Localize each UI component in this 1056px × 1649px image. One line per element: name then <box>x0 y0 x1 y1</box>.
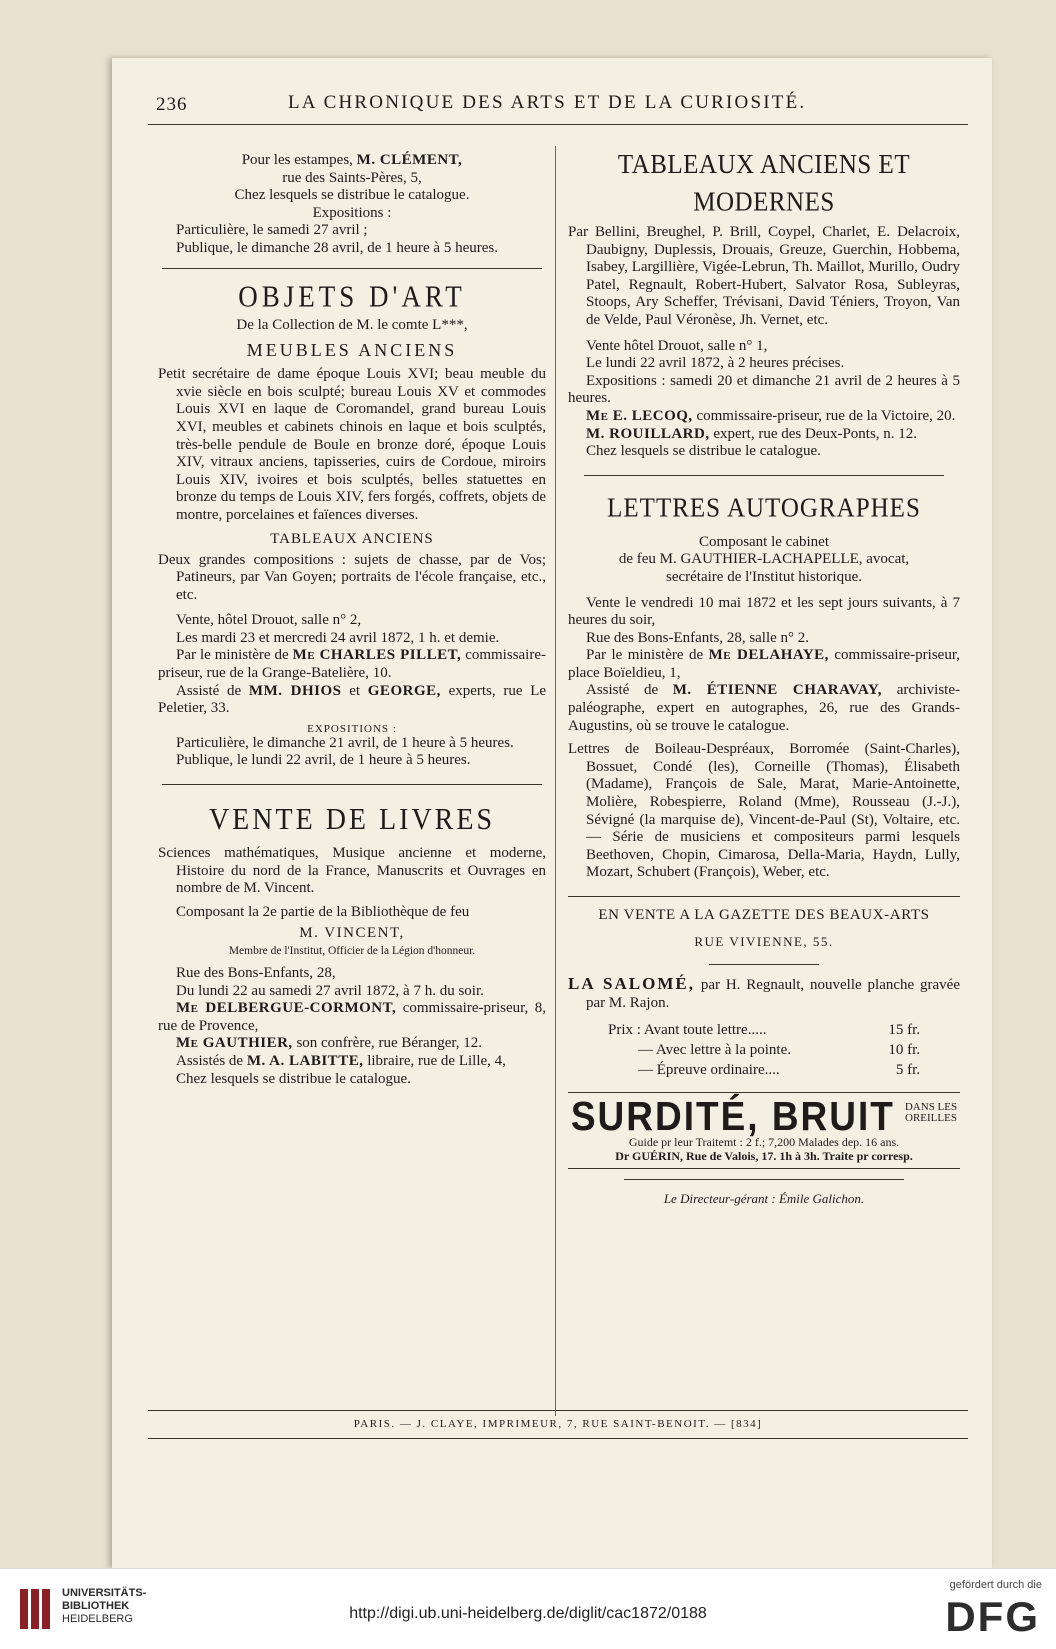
director-line: Le Directeur-gérant : Émile Galichon. <box>663 1191 865 1207</box>
livres-member: Membre de l'Institut, Officier de la Légion d'honneur. <box>228 945 476 957</box>
expositions-heading: EXPOSITIONS : <box>307 722 397 735</box>
price-row: — Épreuve ordinaire.... 5 fr. <box>638 1062 920 1079</box>
printer-footer: PARIS. — J. CLAYE, IMPRIMEUR, 7, RUE SAINT-BENOIT. — [834] <box>353 1418 763 1430</box>
left-column <box>158 152 546 1088</box>
salome-notice: LA SALOMÉ, par H. Regnault, nouvelle planche gravée par M. Rajon. <box>568 974 960 1011</box>
livres-catalogue: Chez lesquels se distribue le catalogue. <box>176 1070 411 1087</box>
section-rule <box>162 784 542 785</box>
livres-composant: Composant la 2e partie de la Bibliothèque de feu <box>176 903 470 920</box>
surdite-line-2: Dr GUÉRIN, Rue de Valois, 17. 1h à 3h. Traite pr corresp. <box>615 1149 913 1164</box>
section-rule <box>568 896 960 897</box>
livres-name: M. VINCENT, <box>299 925 405 942</box>
objets-vente: Vente, hôtel Drouot, salle n° 2, <box>176 612 362 629</box>
footer-rule <box>148 1438 968 1439</box>
tableaux-vente: Vente hôtel Drouot, salle n° 1, <box>586 337 768 354</box>
livres-gauthier: Me GAUTHIER, son confrère, rue Béranger, 12. <box>176 1035 483 1052</box>
section-rule <box>584 475 944 476</box>
intro-publique: Publique, le dimanche 28 avril, de 1 heure à 5 heures. <box>176 239 498 256</box>
surdite-advertisement <box>568 1092 960 1169</box>
intro-line-1: Pour les estampes, M. CLÉMENT, <box>241 152 463 168</box>
intro-expositions: Expositions : <box>312 204 392 221</box>
lettres-l1: Composant le cabinet <box>699 533 829 550</box>
dfg-logo-icon: DFG <box>945 1593 1040 1640</box>
lettres-address: Rue des Bons-Enfants, 28, salle n° 2. <box>586 629 810 646</box>
tableaux-expositions: Expositions : samedi 20 et dimanche 21 avril de 2 heures à 5 heures. <box>568 372 960 407</box>
livres-address: Rue des Bons-Enfants, 28, <box>176 965 336 981</box>
meubles-description: Petit secrétaire de dame époque Louis XVI; beau meuble du xvie siècle en bois sculpté; bureau Louis XV et commodes Louis XVI en laque de Coromandel, grand bureau Louis XVI, meubles et cabinets chinois en laque et bois sculptés, très-belle pendule de Boule en bronze doré, époque Louis XIV, vitraux anciens, tapisseries, cuirs de Cordoue, miroirs Louis XIV, ivoires et bois sculptés, belles statuettes en bronze du temps de Louis XIV, fers forgés, coffrets, objets de montre, porcelaines et faïences diverses. <box>158 366 546 523</box>
objets-dates: Les mardi 23 et mercredi 24 avril 1872, 1 h. et demie. <box>176 629 500 646</box>
intro-line-2: rue des Saints-Pères, 5, <box>282 169 422 186</box>
section-rule <box>162 268 542 269</box>
expo-particuliere: Particulière, le dimanche 21 avril, de 1 heure à 5 heures. <box>176 734 514 751</box>
lettres-l3: secrétaire de l'Institut historique. <box>666 568 862 585</box>
header-rule <box>148 124 968 125</box>
objets-ministere: Par le ministère de Me CHARLES PILLET, commissaire-priseur, rue de la Grange-Batelière, 10. <box>158 647 547 682</box>
right-column <box>568 150 960 1208</box>
tableaux-date: Le lundi 22 avril 1872, à 2 heures précises. <box>586 355 845 372</box>
lettres-ministere: Par le ministère de Me DELAHAYE, commissaire-priseur, place Boïeldieu, 1, <box>568 647 960 681</box>
tableaux-modernes-heading: TABLEAUX ANCIENS ET MODERNES <box>617 149 911 217</box>
surdite-title: SURDITÉ, BRUIT <box>570 1094 895 1140</box>
livres-description: Sciences mathématiques, Musique ancienne et moderne, Histoire du nord de la France, Manuscrits et Ouvrages en nombre de M. Vincent. <box>158 845 546 897</box>
surdite-side: DANS LES OREILLES <box>904 1101 958 1125</box>
funded-by-label: gefördert durch die <box>949 1579 1042 1591</box>
digitization-bar <box>0 1568 1056 1649</box>
lettres-list: Lettres de Boileau-Despréaux, Borromée (Saint-Charles), Bossuet, Condé (les), Corneille (Thomas), Élisabeth (Madame), François de Sale, Marat, Marie-Antoinette, Molière, Robespierre, Roland (Mme), Rousseau (J.-J.), Sévigné (la marquise de), Vincent-de-Paul (St), Voltaire, etc. — Série de musiciens et compositeurs parmi lesquels Beethoven, Chopin, Cimarosa, Della-Maria, Haydn, Lully, Mozart, Schubert (François), Weber, etc. <box>568 741 960 881</box>
page-number: 236 <box>156 94 188 115</box>
surdite-line-1: Guide pr leur Traitemt : 2 f.; 7,200 Malades dep. 16 ans. <box>628 1135 900 1150</box>
tableaux-lecoq: Me E. LECOQ, commissaire-priseur, rue de la Victoire, 20. <box>586 407 956 424</box>
lettres-l2: de feu M. GAUTHIER-LACHAPELLE, avocat, <box>618 551 910 568</box>
livres-heading: VENTE DE LIVRES <box>208 802 496 837</box>
price-list <box>608 1020 920 1080</box>
column-divider <box>555 146 556 1416</box>
permalink-url[interactable]: http://digi.ub.uni-heidelberg.de/diglit/cac1872/0188 <box>349 1605 707 1622</box>
livres-dates: Du lundi 22 au samedi 27 avril 1872, à 7 h. du soir. <box>176 982 484 999</box>
meubles-heading: MEUBLES ANCIENS <box>246 340 458 361</box>
small-rule <box>709 964 819 965</box>
tableaux-anciens-text: Deux grandes compositions : sujets de chasse, par de Vos; Patineurs, par Van Goyen; portraits de l'école française, etc., etc. <box>158 551 546 603</box>
expo-publique: Publique, le lundi 22 avril, de 1 heure à 5 heures. <box>176 752 471 769</box>
price-row: Prix : Avant toute lettre..... 15 fr. <box>608 1022 920 1039</box>
lettres-heading: LETTRES AUTOGRAPHES <box>607 493 921 524</box>
livres-labitte: Assistés de M. A. LABITTE, libraire, rue de Lille, 4, <box>176 1052 506 1069</box>
objets-collection: De la Collection de M. le comte L***, <box>236 316 468 333</box>
footer-rule <box>148 1410 968 1411</box>
tableaux-anciens-heading: TABLEAUX ANCIENS <box>270 530 434 547</box>
price-row: — Avec lettre à la pointe. 10 fr. <box>638 1042 920 1059</box>
tableaux-catalogue: Chez lesquels se distribue le catalogue. <box>586 443 821 460</box>
intro-line-3: Chez lesquels se distribue le catalogue. <box>234 187 470 204</box>
lettres-vente: Vente le vendredi 10 mai 1872 et les sept jours suivants, à 7 heures du soir, <box>568 594 960 629</box>
gazette-line-2: RUE VIVIENNE, 55. <box>694 933 834 949</box>
small-rule <box>624 1179 904 1180</box>
gazette-line-1: EN VENTE A LA GAZETTE DES BEAUX-ARTS <box>598 907 930 923</box>
intro-particuliere: Particulière, le samedi 27 avril ; <box>176 222 368 239</box>
objets-assiste: Assisté de MM. DHIOS et GEORGE, experts, rue Le Peletier, 33. <box>158 682 547 717</box>
objets-heading: OBJETS D'ART <box>238 278 466 313</box>
lettres-assiste: Assisté de M. ÉTIENNE CHARAVAY, archiviste-paléographe, expert en autographes, 26, rue des Grands-Augustins, où se trouve le catalogue. <box>568 682 960 734</box>
tableaux-rouillard: M. ROUILLARD, expert, rue des Deux-Ponts, n. 12. <box>586 425 918 442</box>
library-name: UNIVERSITÄTS- BIBLIOTHEK HEIDELBERG <box>62 1587 147 1625</box>
tableaux-artists: Par Bellini, Breughel, P. Brill, Coypel, Charlet, E. Delacroix, Daubigny, Duplessis, Drouais, Greuze, Guerchin, Hobbema, Isabey, Largillière, Vigée-Lebrun, Th. Maillot, Murillo, Oudry Patel, Regnault, Robert-Hubert, Salvator Rosa, Subleyras, Stoops, Ary Scheffer, Trévisani, David Téniers, Troyon, Van de Velde, Paul Véronèse, Jh. Vernet, etc. <box>568 224 960 328</box>
page-title: LA CHRONIQUE DES ARTS ET DE LA CURIOSITÉ. <box>288 92 807 113</box>
livres-commissaire: Me DELBERGUE-CORMONT, commissaire-priseur, 8, rue de Provence, <box>158 1000 546 1034</box>
